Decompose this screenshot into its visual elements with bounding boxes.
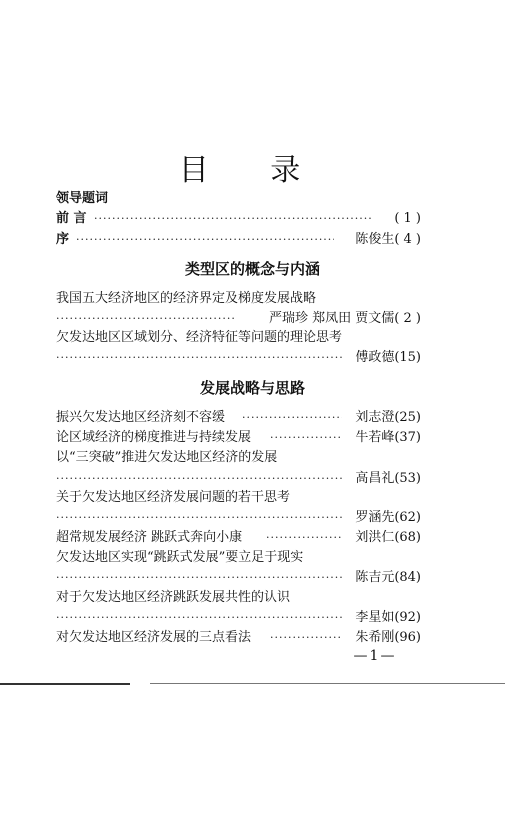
section-heading: 类型区的概念与内涵 <box>184 260 320 278</box>
entry-title: 超常规发展经济 跳跃式奔向小康 <box>56 530 243 545</box>
entry-ref: 高昌礼(53) <box>355 471 421 486</box>
toc-entry <box>56 429 421 447</box>
dot-leader <box>94 210 372 228</box>
toc-entry <box>56 529 421 547</box>
toc-entry-ref-line <box>56 569 421 587</box>
entry-title: 论区域经济的梯度推进与持续发展 <box>56 430 252 445</box>
toc-entry-ref-line <box>56 509 421 527</box>
dot-leader <box>56 569 342 587</box>
toc-entry-ref-line <box>56 470 421 488</box>
entry-title: 前 言 <box>56 211 87 226</box>
entry-title: 欠发达地区区域划分、经济特征等问题的理论思考 <box>56 330 343 345</box>
entry-ref: 朱希刚(96) <box>355 630 421 645</box>
entry-title: 对欠发达地区经济发展的三点看法 <box>56 630 252 645</box>
dot-leader <box>56 310 236 328</box>
toc-entry-ref-line <box>56 349 421 367</box>
entry-title: 关于欠发达地区经济发展问题的若干思考 <box>56 490 291 505</box>
entry-title: 欠发达地区实现“跳跃式发展”要立足于现实 <box>56 550 304 565</box>
entry-title: 以“三突破”推进欠发达地区经济的发展 <box>56 450 278 465</box>
toc-entry-preface <box>56 210 421 228</box>
toc-entry <box>56 329 421 347</box>
dot-leader <box>56 609 342 627</box>
dot-leader <box>56 349 344 367</box>
toc-entry <box>56 409 421 427</box>
dot-leader <box>270 629 342 647</box>
dot-leader <box>270 429 342 447</box>
dot-leader <box>266 529 342 547</box>
entry-ref: 傅政德(15) <box>355 350 421 365</box>
toc-entry-ref-line <box>56 310 421 328</box>
dot-leader <box>56 509 342 527</box>
entry-ref: 李星如(92) <box>355 610 421 625</box>
toc-entry <box>56 449 421 467</box>
page-title: 目 录 <box>178 153 327 188</box>
entry-ref: 陈吉元(84) <box>355 570 421 585</box>
entry-ref: 刘洪仁(68) <box>355 530 421 545</box>
dot-leader <box>76 231 334 249</box>
toc-entry-ref-line <box>56 609 421 627</box>
section-heading: 发展战略与思路 <box>199 379 305 397</box>
entry-title: 振兴欠发达地区经济刻不容缓 <box>56 410 226 425</box>
entry-title: 序 <box>56 232 70 247</box>
toc-entry <box>56 489 421 507</box>
bottom-rule-left <box>0 683 130 685</box>
entry-page: ( 1 ) <box>394 211 421 226</box>
entry-title: 对于欠发达地区经济跳跃发展共性的认识 <box>56 590 291 605</box>
entry-ref: 罗涵先(62) <box>355 510 421 525</box>
entry-title: 领导题词 <box>56 191 109 206</box>
dot-leader <box>56 470 342 488</box>
bottom-rule-right <box>150 683 505 684</box>
toc-entry-foreword <box>56 231 421 249</box>
toc-entry <box>56 589 421 607</box>
dot-leader <box>242 409 342 427</box>
page-number: —1— <box>353 648 397 664</box>
entry-ref: 陈俊生( 4 ) <box>355 232 421 247</box>
toc-entry <box>56 629 421 647</box>
entry-ref: 牛若峰(37) <box>355 430 421 445</box>
entry-ref: 严瑞珍 郑凤田 贾文儒( 2 ) <box>269 311 421 326</box>
toc-entry <box>56 549 421 567</box>
toc-entry <box>56 290 421 308</box>
toc-entry-leader-words <box>56 190 421 208</box>
entry-ref: 刘志澄(25) <box>355 410 421 425</box>
entry-title: 我国五大经济地区的经济界定及梯度发展战略 <box>56 291 317 306</box>
